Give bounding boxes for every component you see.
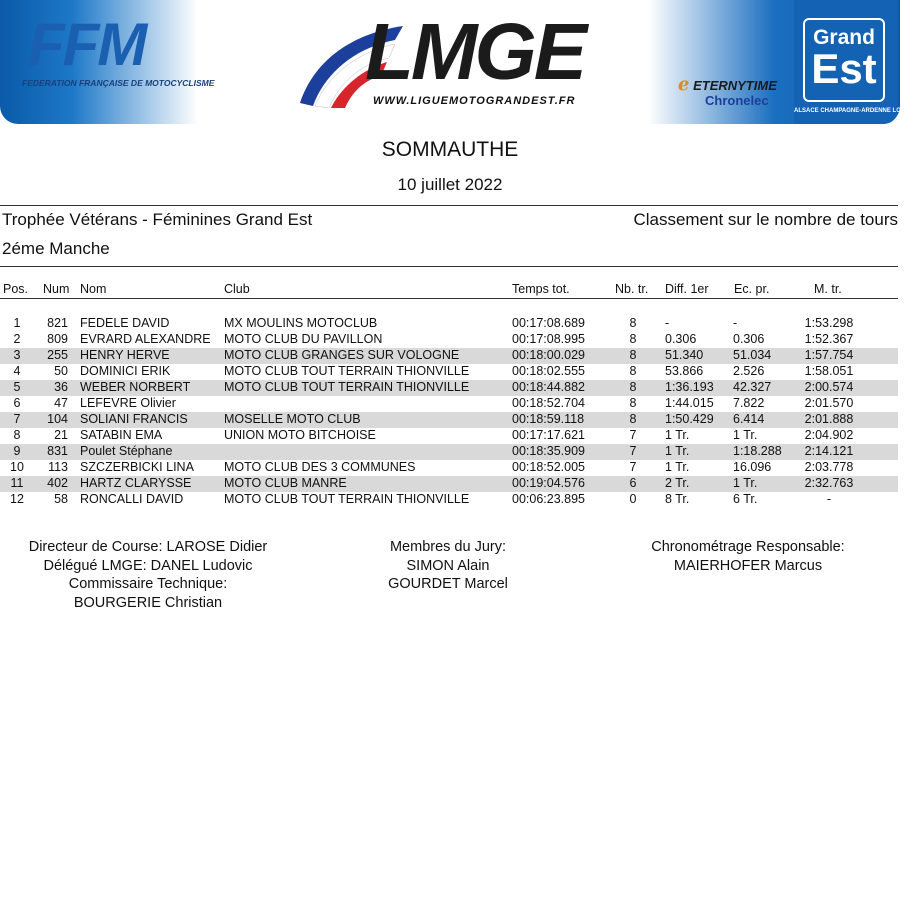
row-nom: DOMINICI ERIK: [80, 364, 171, 378]
row-nbtr: 8: [629, 332, 637, 346]
row-ecpr: 42.327: [733, 380, 772, 394]
row-ecpr: 0.306: [733, 332, 765, 346]
divider-table-header: [0, 298, 898, 299]
header-diff: Diff. 1er: [665, 282, 709, 296]
row-diff: 8 Tr.: [665, 492, 690, 506]
table-row: [0, 348, 898, 364]
row-temps: 00:17:17.621: [512, 428, 585, 442]
row-diff: 1 Tr.: [665, 444, 690, 458]
lmge-logo-text: LMGE: [365, 7, 585, 96]
row-ecpr: 7.822: [733, 396, 765, 410]
table-row: [0, 332, 898, 348]
grand-est-box: [803, 18, 885, 102]
row-nom: EVRARD ALEXANDRE: [80, 332, 211, 346]
table-row: [0, 396, 898, 412]
row-pos: 6: [13, 396, 21, 410]
eternytime-logo: [678, 74, 777, 95]
row-pos: 1: [13, 316, 21, 330]
row-num: 809: [47, 332, 68, 346]
row-pos: 10: [10, 460, 24, 474]
row-nbtr: 8: [629, 380, 637, 394]
technical-commissioner-label: Commissaire Technique:: [68, 576, 228, 592]
row-pos: 12: [10, 492, 24, 506]
row-temps: 00:18:44.882: [512, 380, 585, 394]
row-diff: 53.866: [665, 364, 704, 378]
row-temps: 00:19:04.576: [512, 476, 585, 490]
table-row: [0, 380, 898, 396]
row-temps: 00:17:08.995: [512, 332, 585, 346]
table-row: [0, 492, 898, 508]
row-mtr: 2:00.574: [804, 380, 854, 394]
row-nbtr: 8: [629, 364, 637, 378]
officials-timing: [600, 538, 896, 575]
officials-jury: [330, 538, 566, 594]
row-pos: 8: [13, 428, 21, 442]
header-club: Club: [224, 282, 250, 296]
grand-est-line1: Grand: [813, 26, 875, 49]
row-num: 402: [47, 476, 68, 490]
row-temps: 00:18:52.704: [512, 396, 585, 410]
row-pos: 9: [13, 444, 21, 458]
row-nom: SZCZERBICKI LINA: [80, 460, 194, 474]
row-diff: 1 Tr.: [665, 428, 690, 442]
row-nbtr: 0: [629, 492, 637, 506]
header-mtr: M. tr.: [814, 282, 842, 296]
row-nom: HENRY HERVE: [80, 348, 170, 362]
timing-label: Chronométrage Responsable:: [651, 539, 845, 555]
row-nom: HARTZ CLARYSSE: [80, 476, 192, 490]
row-ecpr: 1 Tr.: [733, 428, 758, 442]
row-nom: WEBER NORBERT: [80, 380, 191, 394]
row-diff: 0.306: [665, 332, 697, 346]
row-temps: 00:18:35.909: [512, 444, 585, 458]
row-num: 36: [54, 380, 68, 394]
row-nbtr: 7: [629, 428, 637, 442]
table-row: [0, 444, 898, 460]
row-club: MOTO CLUB DES 3 COMMUNES: [224, 460, 416, 474]
row-num: 21: [54, 428, 68, 442]
header-num: Num: [43, 282, 70, 296]
table-row: [0, 316, 898, 332]
row-club: MOSELLE MOTO CLUB: [224, 412, 361, 426]
lmge-logo: [295, 7, 605, 110]
row-ecpr: 1 Tr.: [733, 476, 758, 490]
row-ecpr: -: [733, 316, 738, 330]
row-ecpr: 2.526: [733, 364, 765, 378]
row-num: 821: [47, 316, 68, 330]
row-mtr: -: [826, 492, 832, 506]
row-num: 113: [48, 460, 68, 474]
row-nbtr: 6: [629, 476, 637, 490]
row-ecpr: 6 Tr.: [733, 492, 758, 506]
row-nbtr: 7: [629, 460, 637, 474]
jury-member-1: SIMON Alain: [406, 557, 490, 574]
manche-label: 2éme Manche: [2, 239, 110, 258]
header-nbtr: Nb. tr.: [615, 282, 649, 296]
row-pos: 2: [13, 332, 21, 346]
row-club: MOTO CLUB TOUT TERRAIN THIONVILLE: [224, 364, 470, 378]
row-temps: 00:18:00.029: [512, 348, 585, 362]
row-diff: -: [665, 316, 670, 330]
row-temps: 00:06:23.895: [512, 492, 585, 506]
row-mtr: 1:53.298: [804, 316, 854, 330]
row-num: 58: [54, 492, 68, 506]
row-mtr: 2:01.888: [804, 412, 854, 426]
grand-est-logo: [794, 0, 924, 124]
row-num: 831: [47, 444, 68, 458]
row-ecpr: 16.096: [733, 460, 772, 474]
grand-est-line2: Est: [811, 45, 877, 92]
table-row: [0, 460, 898, 476]
ffm-logo: [22, 11, 215, 88]
event-title: SOMMAUTHE: [381, 138, 519, 161]
chronelec-logo: Chronelec: [705, 93, 769, 108]
table-row: [0, 412, 898, 428]
eternytime-e-icon: ℯ: [678, 74, 690, 94]
row-pos: 4: [13, 364, 21, 378]
race-name: Trophée Vétérans - Féminines Grand Est: [2, 210, 313, 229]
row-diff: 51.340: [665, 348, 704, 362]
row-mtr: 1:58.051: [804, 364, 854, 378]
row-temps: 00:18:59.118: [512, 412, 585, 426]
row-nom: RONCALLI DAVID: [80, 492, 184, 506]
row-ecpr: 6.414: [733, 412, 765, 426]
row-num: 104: [47, 412, 68, 426]
row-temps: 00:17:08.689: [512, 316, 585, 330]
row-diff: 1:50.429: [665, 412, 714, 426]
header-temps: Temps tot.: [512, 282, 570, 296]
row-club: MOTO CLUB TOUT TERRAIN THIONVILLE: [224, 492, 470, 506]
row-nbtr: 8: [629, 396, 637, 410]
table-row: [0, 476, 898, 492]
event-date: 10 juillet 2022: [397, 175, 503, 194]
lmge-delegate: Délégué LMGE: DANEL Ludovic: [43, 557, 253, 574]
row-mtr: 2:32.763: [804, 476, 854, 490]
row-mtr: 1:57.754: [804, 348, 854, 362]
row-club: MOTO CLUB GRANGES SUR VOLOGNE: [224, 348, 460, 362]
row-ecpr: 51.034: [733, 348, 772, 362]
lmge-url: WWW.LIGUEMOTOGRANDEST.FR: [373, 95, 576, 107]
row-nbtr: 8: [629, 412, 637, 426]
row-num: 255: [47, 348, 68, 362]
row-club: MOTO CLUB TOUT TERRAIN THIONVILLE: [224, 380, 470, 394]
row-club: MOTO CLUB DU PAVILLON: [224, 332, 383, 346]
row-diff: 1 Tr.: [665, 460, 690, 474]
jury-member-2: GOURDET Marcel: [388, 576, 508, 592]
row-nom: SOLIANI FRANCIS: [80, 412, 188, 426]
row-nbtr: 8: [629, 348, 637, 362]
row-nom: LEFEVRE Olivier: [80, 396, 176, 410]
divider-top: [0, 205, 898, 206]
row-pos: 11: [10, 476, 24, 490]
jury-label: Membres du Jury:: [389, 539, 507, 555]
row-temps: 00:18:02.555: [512, 364, 585, 378]
row-ecpr: 1:18.288: [733, 444, 782, 458]
header-nom: Nom: [80, 282, 107, 296]
row-diff: 1:44.015: [665, 396, 714, 410]
header-banner: [0, 0, 924, 128]
results-table-header: [0, 282, 900, 298]
row-temps: 00:18:52.005: [512, 460, 585, 474]
row-mtr: 1:52.367: [804, 332, 854, 346]
row-diff: 1:36.193: [665, 380, 714, 394]
table-row: [0, 364, 898, 380]
row-nbtr: 8: [629, 316, 637, 330]
row-nom: SATABIN EMA: [80, 428, 163, 442]
row-num: 50: [54, 364, 68, 378]
row-pos: 7: [13, 412, 21, 426]
grand-est-region: ALSACE CHAMPAGNE-ARDENNE LORRAINE: [794, 108, 924, 114]
row-nom: FEDELE DAVID: [80, 316, 170, 330]
divider-middle: [0, 266, 898, 267]
row-diff: 2 Tr.: [665, 476, 690, 490]
row-nom: Poulet Stéphane: [80, 444, 173, 458]
race-director: Directeur de Course: LAROSE Didier: [28, 539, 268, 555]
ranking-type: Classement sur le nombre de tours: [633, 210, 898, 229]
row-mtr: 2:01.570: [804, 396, 854, 410]
officials-left: [0, 538, 296, 612]
row-club: MOTO CLUB MANRE: [224, 476, 347, 490]
ffm-subtitle: FEDERATION FRANÇAISE DE MOTOCYCLISME: [22, 78, 215, 88]
row-club: UNION MOTO BITCHOISE: [224, 428, 376, 442]
row-pos: 3: [13, 348, 21, 362]
row-club: MX MOULINS MOTOCLUB: [224, 316, 378, 330]
row-nbtr: 7: [629, 444, 637, 458]
row-mtr: 2:04.902: [804, 428, 854, 442]
eternytime-text: ETERNYTIME: [693, 78, 777, 93]
ffm-logo-text: FFM: [28, 11, 146, 78]
table-row: [0, 428, 898, 444]
timing-responsible: MAIERHOFER Marcus: [673, 557, 823, 574]
row-pos: 5: [13, 380, 21, 394]
row-mtr: 2:14.121: [804, 444, 854, 458]
header-ecpr: Ec. pr.: [734, 282, 770, 296]
row-mtr: 2:03.778: [804, 460, 854, 474]
header-pos: Pos.: [3, 282, 29, 296]
technical-commissioner-name: BOURGERIE Christian: [73, 594, 223, 611]
row-num: 47: [54, 396, 68, 410]
